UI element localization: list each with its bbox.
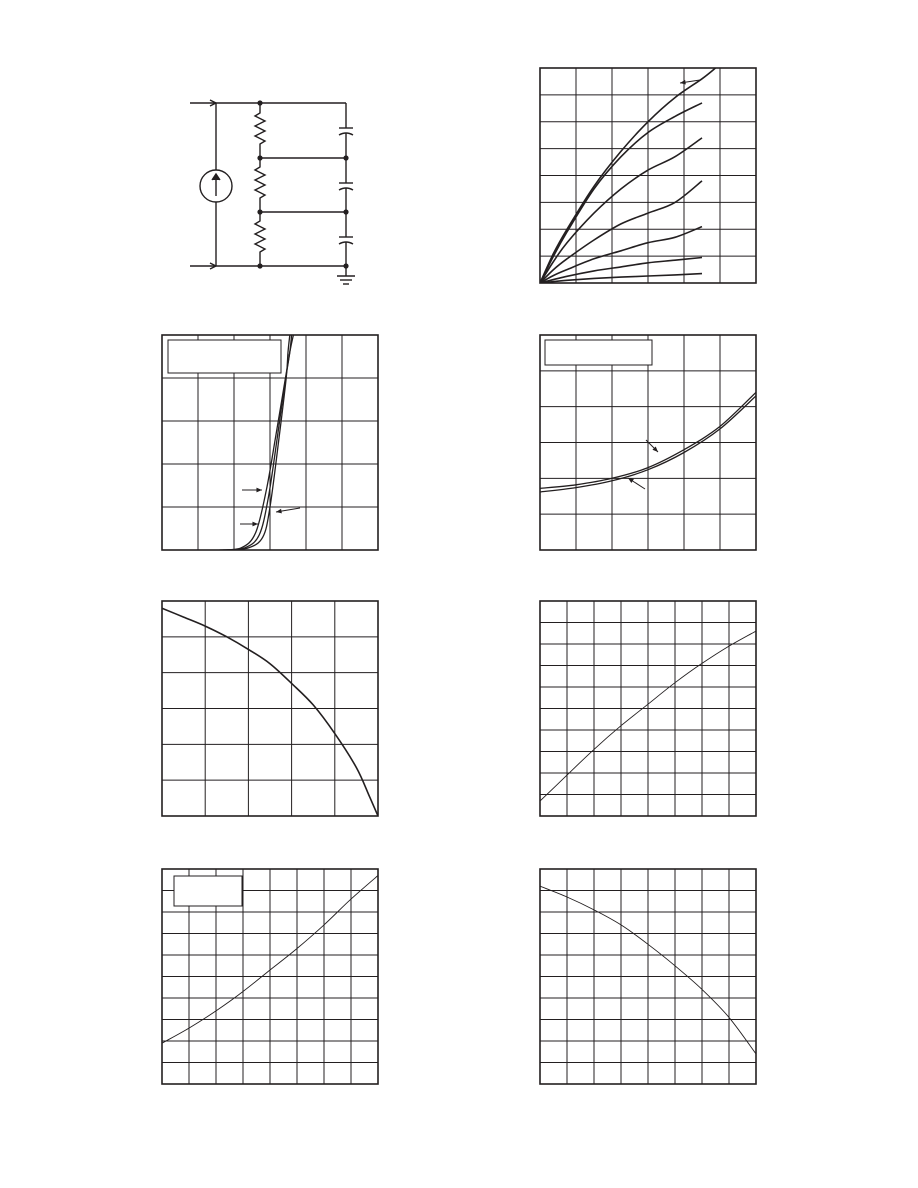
condition-box — [174, 876, 242, 906]
transfer-characteristics-chart — [162, 335, 378, 550]
threshold-vs-temperature-chart — [540, 869, 756, 1084]
annotation-arrow-3 — [240, 522, 258, 527]
condition-box — [168, 340, 281, 373]
derating-curve-chart — [162, 601, 378, 816]
annotation-arrow-2 — [276, 508, 300, 513]
thermal-equivalent-circuit — [190, 100, 355, 284]
ground-icon — [337, 276, 355, 284]
annotation-arrow-1 — [242, 488, 262, 493]
input-terminal-arrow-bottom — [190, 263, 216, 269]
breakdown-vs-temperature-chart — [540, 601, 756, 816]
junction-dots — [257, 100, 348, 268]
resistor-icon-2 — [255, 158, 265, 212]
normalized-on-resistance-chart — [162, 869, 378, 1084]
on-resistance-variation-chart — [540, 335, 756, 550]
grid-lines — [162, 601, 378, 816]
capacitor-icon-2 — [339, 158, 353, 212]
grid-lines — [540, 601, 756, 816]
capacitor-icon-1 — [339, 103, 353, 158]
output-characteristics-chart — [540, 68, 756, 283]
resistor-icon-1 — [255, 103, 265, 158]
current-source-icon — [200, 170, 232, 202]
grid-lines — [540, 869, 756, 1084]
series-line-1 — [162, 608, 378, 816]
input-terminal-arrow-top — [190, 100, 216, 106]
grid-lines — [540, 68, 756, 283]
annotation-arrow-2 — [628, 478, 645, 489]
condition-box — [545, 340, 652, 365]
resistor-icon-3 — [255, 212, 265, 266]
series-line-7 — [540, 274, 702, 283]
